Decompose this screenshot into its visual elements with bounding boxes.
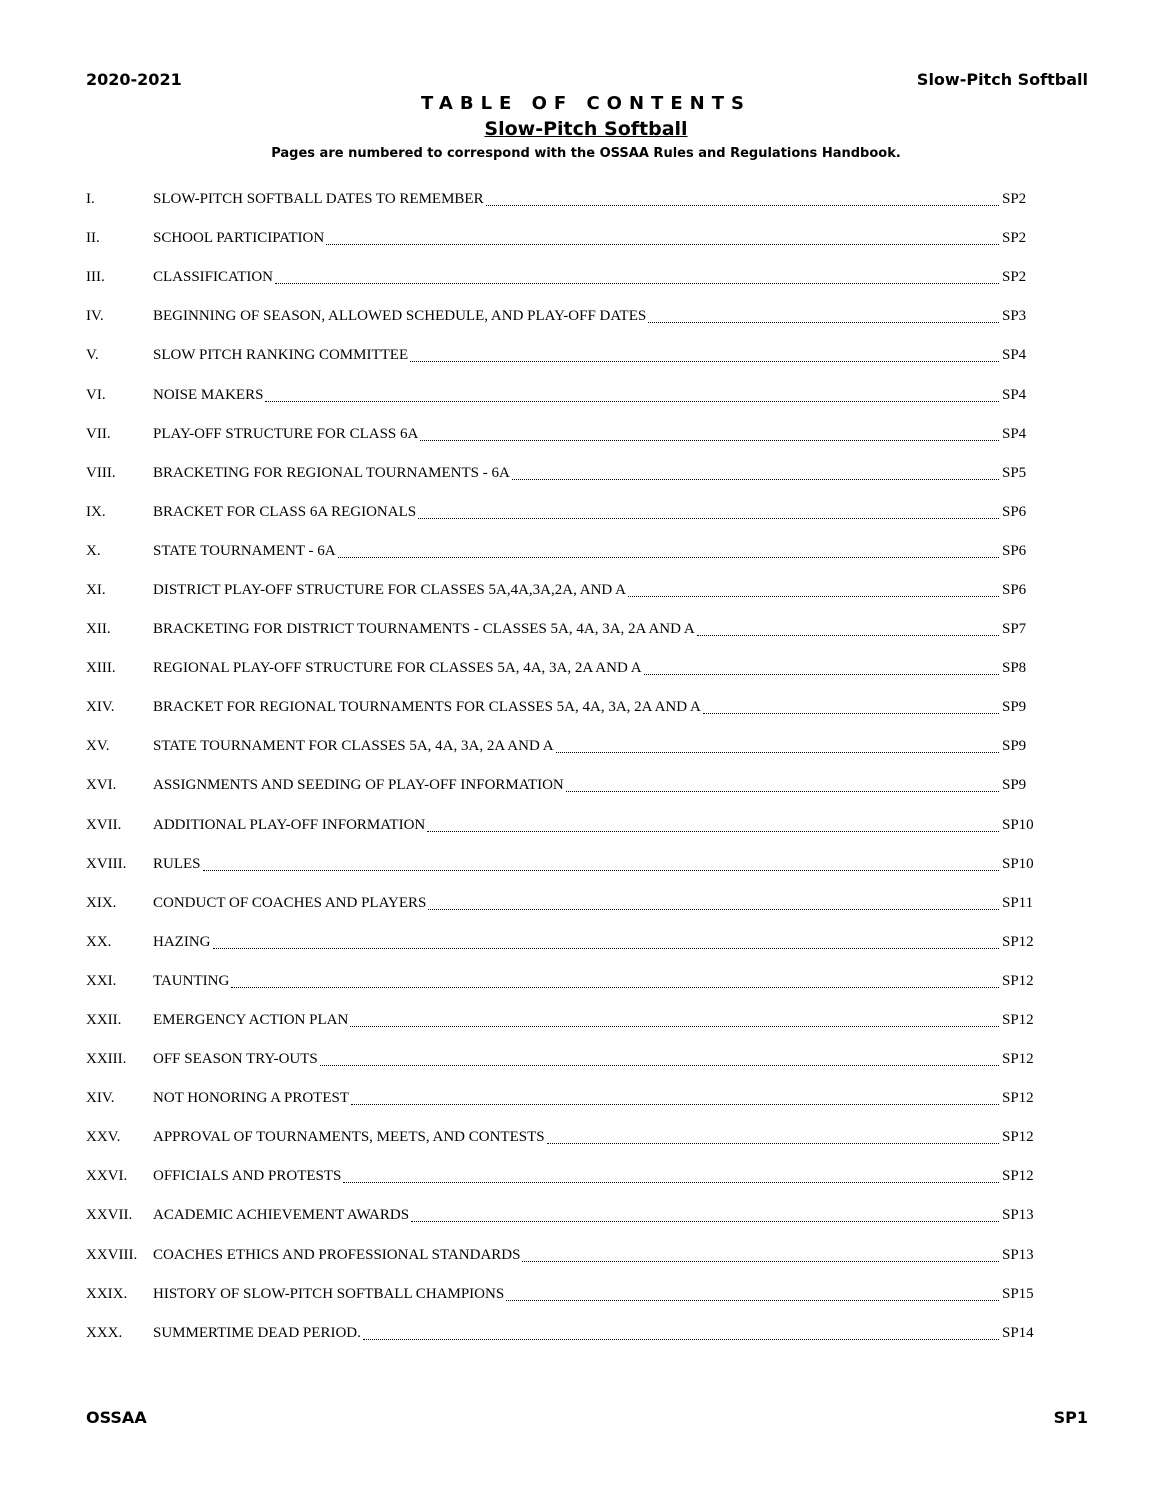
toc-entry-number: XX.	[86, 933, 112, 950]
toc-dot-leader	[203, 868, 999, 871]
toc-entry-page: SP2	[1002, 269, 1027, 286]
toc-entry[interactable]	[86, 688, 1046, 727]
toc-dot-leader	[506, 1298, 999, 1301]
toc-entry-number: IV.	[86, 308, 104, 325]
toc-entry-page: SP8	[1002, 660, 1027, 677]
toc-entry-page: SP6	[1002, 581, 1027, 598]
toc-entry-number: IX.	[86, 503, 106, 520]
toc-entry[interactable]	[86, 610, 1046, 649]
toc-entry-page: SP5	[1002, 464, 1027, 481]
toc-entry-page: SP12	[1002, 1090, 1034, 1107]
toc-entry-title: HAZING	[153, 933, 211, 950]
toc-dot-leader	[522, 1259, 999, 1262]
toc-entry-number: XXVIII.	[86, 1246, 138, 1263]
toc-entry-page: SP4	[1002, 425, 1027, 442]
toc-entry[interactable]	[86, 532, 1046, 571]
toc-entry-page: SP12	[1002, 1129, 1034, 1146]
toc-dot-leader	[418, 516, 999, 519]
toc-entry-title: APPROVAL OF TOURNAMENTS, MEETS, AND CONTESTS	[153, 1129, 545, 1146]
toc-dot-leader	[411, 1219, 999, 1222]
toc-entry-page: SP6	[1002, 503, 1027, 520]
toc-entry[interactable]	[86, 571, 1046, 610]
toc-dot-leader	[556, 750, 999, 753]
footer-org: OSSAA	[86, 1408, 147, 1427]
toc-entry-number: III.	[86, 269, 105, 286]
toc-entry-number: XXVI.	[86, 1168, 128, 1185]
toc-entry-title: STATE TOURNAMENT FOR CLASSES 5A, 4A, 3A, 2A AND A	[153, 738, 554, 755]
toc-dot-leader	[350, 1024, 999, 1027]
toc-entry-number: XXX.	[86, 1324, 123, 1341]
toc-entry-title: CONDUCT OF COACHES AND PLAYERS	[153, 894, 427, 911]
toc-entry-number: VI.	[86, 386, 106, 403]
toc-entry[interactable]	[86, 493, 1046, 532]
toc-entry-page: SP11	[1002, 894, 1034, 911]
toc-entry-title: HISTORY OF SLOW-PITCH SOFTBALL CHAMPIONS	[153, 1285, 505, 1302]
toc-entry-page: SP2	[1002, 191, 1027, 208]
toc-entry[interactable]	[86, 1118, 1046, 1157]
toc-entry[interactable]	[86, 297, 1046, 336]
toc-entry-title: BRACKET FOR CLASS 6A REGIONALS	[153, 503, 417, 520]
toc-entry[interactable]	[86, 415, 1046, 454]
toc-entry-number: XXIII.	[86, 1051, 127, 1068]
toc-entry-number: XVI.	[86, 777, 117, 794]
toc-entry-title: SLOW PITCH RANKING COMMITTEE	[153, 347, 409, 364]
toc-entry-page: SP12	[1002, 1012, 1034, 1029]
toc-entry-number: XI.	[86, 581, 106, 598]
toc-entry[interactable]	[86, 1314, 1046, 1353]
toc-entry[interactable]	[86, 884, 1046, 923]
toc-entry-title: DISTRICT PLAY-OFF STRUCTURE FOR CLASSES 5A,4A,3A,2A, AND A	[153, 581, 627, 598]
page-subtitle: Slow-Pitch Softball	[484, 118, 688, 140]
toc-entry-title: NOISE MAKERS	[153, 386, 264, 403]
toc-entry-title: REGIONAL PLAY-OFF STRUCTURE FOR CLASSES 5A, 4A, 3A, 2A AND A	[153, 660, 642, 677]
toc-dot-leader	[697, 633, 999, 636]
toc-entry-page: SP13	[1002, 1246, 1034, 1263]
toc-entry[interactable]	[86, 649, 1046, 688]
toc-entry-number: XIX.	[86, 894, 117, 911]
header-sport: Slow-Pitch Softball	[916, 70, 1088, 89]
toc-entry[interactable]	[86, 727, 1046, 766]
toc-dot-leader	[338, 555, 999, 558]
toc-entry-number: XXI.	[86, 972, 117, 989]
toc-dot-leader	[648, 320, 999, 323]
toc-entry-title: PLAY-OFF STRUCTURE FOR CLASS 6A	[153, 425, 419, 442]
toc-entry[interactable]	[86, 766, 1046, 805]
toc-entry-title: CLASSIFICATION	[153, 269, 274, 286]
toc-entry-title: EMERGENCY ACTION PLAN	[153, 1012, 349, 1029]
toc-entry-title: ACADEMIC ACHIEVEMENT AWARDS	[153, 1207, 410, 1224]
toc-entry-number: XXII.	[86, 1012, 122, 1029]
toc-dot-leader	[326, 242, 999, 245]
toc-entry-page: SP9	[1002, 699, 1027, 716]
toc-entry-title: SCHOOL PARTICIPATION	[153, 230, 325, 247]
toc-dot-leader	[512, 477, 999, 480]
toc-entry-number: XVII.	[86, 816, 122, 833]
toc-dot-leader	[275, 281, 999, 284]
toc-entry-number: XXVII.	[86, 1207, 133, 1224]
toc-entry-page: SP12	[1002, 1051, 1034, 1068]
toc-dot-leader	[213, 946, 1000, 949]
toc-entry-title: OFFICIALS AND PROTESTS	[153, 1168, 342, 1185]
toc-entry-page: SP12	[1002, 1168, 1034, 1185]
toc-entry-number: XV.	[86, 738, 110, 755]
toc-entry-title: SLOW-PITCH SOFTBALL DATES TO REMEMBER	[153, 191, 484, 208]
toc-entry[interactable]	[86, 1236, 1046, 1275]
toc-entry-page: SP6	[1002, 542, 1027, 559]
toc-entry-number: X.	[86, 542, 101, 559]
toc-entry-page: SP10	[1002, 855, 1034, 872]
toc-entry-title: STATE TOURNAMENT - 6A	[153, 542, 336, 559]
page-title: TABLE OF CONTENTS	[421, 93, 751, 114]
toc-entry-page: SP13	[1002, 1207, 1034, 1224]
toc-entry[interactable]	[86, 923, 1046, 962]
toc-dot-leader	[320, 1063, 999, 1066]
toc-entry-title: OFF SEASON TRY-OUTS	[153, 1051, 318, 1068]
toc-entry-page: SP3	[1002, 308, 1027, 325]
toc-entry[interactable]	[86, 1001, 1046, 1040]
toc-entry-title: TAUNTING	[153, 972, 230, 989]
toc-entry-title: NOT HONORING A PROTEST	[153, 1090, 349, 1107]
toc-entry[interactable]	[86, 375, 1046, 414]
toc-entry[interactable]	[86, 806, 1046, 845]
toc-entry-page: SP9	[1002, 777, 1027, 794]
toc-entry[interactable]	[86, 1040, 1046, 1079]
toc-entry-title: BRACKETING FOR REGIONAL TOURNAMENTS - 6A	[153, 464, 510, 481]
toc-entry-number: XIV.	[86, 1090, 115, 1107]
toc-entry-title: COACHES ETHICS AND PROFESSIONAL STANDARDS	[153, 1246, 521, 1263]
toc-entry-page: SP14	[1002, 1324, 1034, 1341]
toc-entry-number: XII.	[86, 621, 111, 638]
header-year: 2020-2021	[86, 70, 182, 89]
toc-entry[interactable]	[86, 1275, 1046, 1314]
toc-entry[interactable]	[86, 258, 1046, 297]
toc-dot-leader	[566, 789, 999, 792]
toc-dot-leader	[427, 829, 999, 832]
toc-entry-page: SP12	[1002, 933, 1034, 950]
toc-entry-page: SP2	[1002, 230, 1027, 247]
toc-dot-leader	[343, 1180, 999, 1183]
toc-entry[interactable]	[86, 180, 1046, 219]
toc-entry-number: XXIX.	[86, 1285, 128, 1302]
page-note: Pages are numbered to correspond with the OSSAA Rules and Regulations Handbook.	[271, 146, 901, 161]
toc-entry-page: SP12	[1002, 972, 1034, 989]
toc-entry-page: SP4	[1002, 347, 1027, 364]
toc-dot-leader	[486, 203, 999, 206]
toc-entry-title: SUMMERTIME DEAD PERIOD.	[153, 1324, 361, 1341]
toc-entry-page: SP9	[1002, 738, 1027, 755]
toc-entry-title: ADDITIONAL PLAY-OFF INFORMATION	[153, 816, 426, 833]
toc-entry-title: BRACKETING FOR DISTRICT TOURNAMENTS - CLASSES 5A, 4A, 3A, 2A AND A	[153, 621, 695, 638]
toc-entry-number: XIII.	[86, 660, 116, 677]
toc-entry[interactable]	[86, 219, 1046, 258]
toc-entry-title: BEGINNING OF SEASON, ALLOWED SCHEDULE, AND PLAY-OFF DATES	[153, 308, 647, 325]
toc-entry-number: II.	[86, 230, 100, 247]
toc-entry-page: SP10	[1002, 816, 1034, 833]
toc-dot-leader	[703, 711, 999, 714]
toc-entry-title: RULES	[153, 855, 201, 872]
toc-entry[interactable]	[86, 336, 1046, 375]
toc-entry-number: XVIII.	[86, 855, 127, 872]
toc-dot-leader	[420, 438, 999, 441]
toc-entry-title: BRACKET FOR REGIONAL TOURNAMENTS FOR CLASSES 5A, 4A, 3A, 2A AND A	[153, 699, 701, 716]
toc-dot-leader	[265, 399, 999, 402]
toc-entry-number: V.	[86, 347, 99, 364]
table-of-contents	[86, 180, 1046, 1353]
toc-entry-number: XIV.	[86, 699, 115, 716]
toc-entry[interactable]	[86, 454, 1046, 493]
toc-entry[interactable]	[86, 845, 1046, 884]
toc-entry-number: VIII.	[86, 464, 116, 481]
toc-dot-leader	[410, 359, 999, 362]
toc-entry[interactable]	[86, 1079, 1046, 1118]
toc-dot-leader	[351, 1102, 999, 1105]
footer-page-number: SP1	[1053, 1408, 1088, 1427]
toc-entry-page: SP4	[1002, 386, 1027, 403]
toc-dot-leader	[428, 907, 999, 910]
toc-entry[interactable]	[86, 1196, 1046, 1235]
toc-entry-title: ASSIGNMENTS AND SEEDING OF PLAY-OFF INFORMATION	[153, 777, 564, 794]
toc-dot-leader	[547, 1141, 999, 1144]
toc-dot-leader	[644, 672, 999, 675]
toc-dot-leader	[628, 594, 999, 597]
toc-entry-number: VII.	[86, 425, 111, 442]
toc-dot-leader	[363, 1337, 999, 1340]
toc-entry[interactable]	[86, 962, 1046, 1001]
toc-entry-number: XXV.	[86, 1129, 121, 1146]
toc-dot-leader	[231, 985, 999, 988]
toc-entry-page: SP15	[1002, 1285, 1034, 1302]
toc-entry-page: SP7	[1002, 621, 1027, 638]
toc-entry[interactable]	[86, 1157, 1046, 1196]
toc-entry-number: I.	[86, 191, 95, 208]
